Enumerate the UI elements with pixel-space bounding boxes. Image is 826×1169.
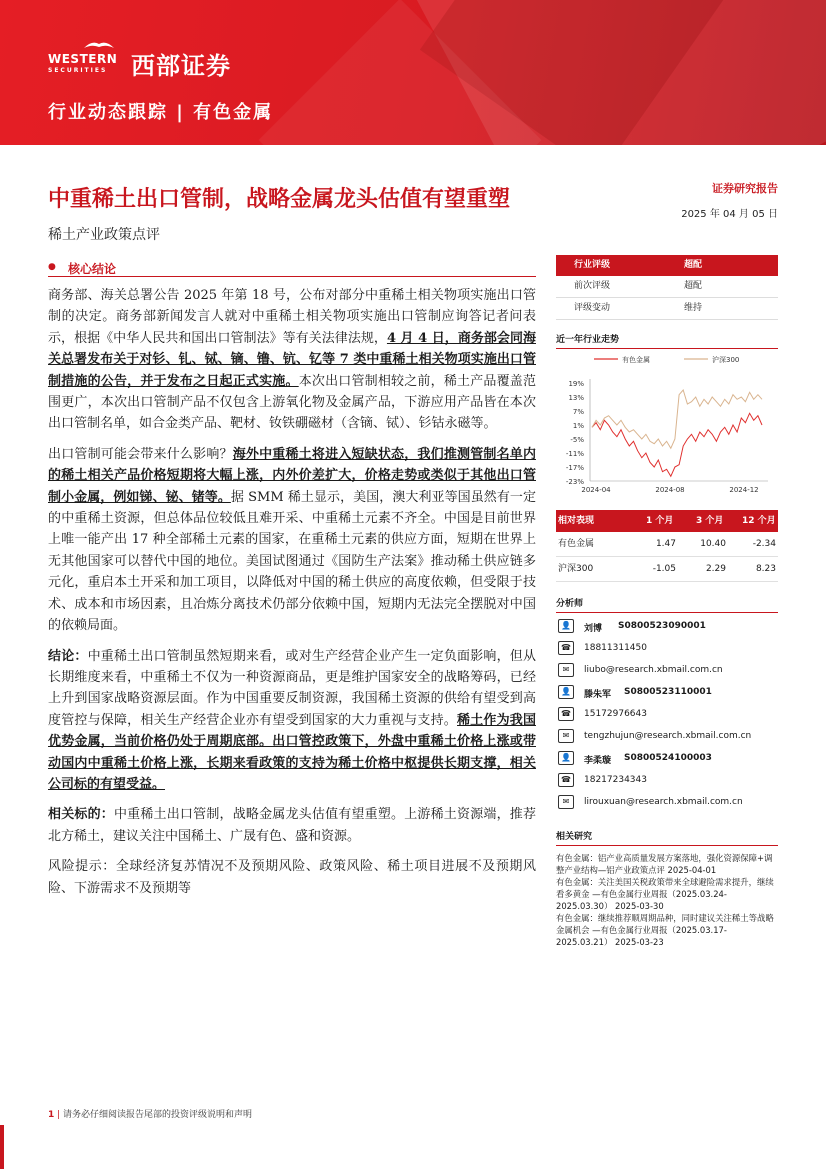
rating-header: 行业评级 超配: [556, 255, 778, 276]
x-tick-label: 2024-04: [581, 486, 611, 494]
page-number: 1: [48, 1110, 55, 1120]
y-tick-label: -11%: [565, 450, 584, 458]
footer: 1 | 请务必仔细阅读报告尾部的投资评级说明和声明: [48, 1110, 253, 1120]
performance-row: 沪深300 -1.05 2.29 8.23: [556, 557, 778, 582]
y-tick-label: -17%: [565, 464, 584, 472]
analyst-block: 👤 滕朱军 S0800523110001 ☎ 15172976643 ✉ tengzhujun@research.xbmail.com.cn: [556, 685, 778, 751]
trend-chart: [556, 349, 778, 499]
phone-icon: ☎: [558, 707, 574, 721]
y-tick-label: -5%: [570, 436, 584, 444]
y-tick-label: 13%: [568, 394, 584, 402]
list-item: 有色金属：继续推荐顺周期品种，同时建议关注稀土等战略金属机会 —有色金属行业周报（2025.03.17-2025.03.21） 2025-03-23: [556, 913, 774, 947]
rating-row: 前次评级 超配: [556, 276, 778, 298]
phone-icon: ☎: [558, 773, 574, 787]
phone-icon: ☎: [558, 641, 574, 655]
related-research-list: [556, 852, 778, 948]
sidebar: [556, 255, 778, 948]
x-tick-label: 2024-12: [729, 486, 759, 494]
legend-label: 有色金属: [622, 356, 650, 364]
logo-text-cn: 西部证券: [131, 52, 231, 80]
performance-header: 相对表现 1 个月 3 个月 12 个月: [556, 510, 778, 532]
y-tick-label: -23%: [565, 478, 584, 486]
bullet-icon: ●: [48, 262, 56, 272]
main-body: [48, 285, 536, 908]
performance-row: 有色金属 1.47 10.40 -2.34: [556, 532, 778, 557]
email-icon: ✉: [558, 729, 574, 743]
chart-section-title: 近一年行业走势: [556, 332, 778, 349]
logo-text-en: WESTERN SECURITIES: [48, 52, 118, 74]
legend-label: 沪深300: [712, 356, 740, 364]
paragraph-1: 商务部、海关总署公告 2025 年第 18 号，公布对部分中重稀土相关物项实施出口管制的决定。商务部新闻发言人就对中重稀土相关物项实施出口管制应询答记者问表示，根据《中华人民共和国出口管制法》等有关法律法规，4 月 4 日，商务部会同海关总署发布关于对钐、钆、铽、镝、镥、钪、钇等 7 类中重稀土相关物项实施出口管制措施的公告，并于发布之日起正式实施。本次出口管制相较之前，稀土产品覆盖范围更广，本次出口管制产品不仅包含上游氧化物及金属产品，下游应用产品皆在本次出口管制名单，如合金类产品、靶材、钕铁硼磁材（含镝、铽）、钐钴永磁等。: [48, 288, 536, 432]
email-icon: ✉: [558, 795, 574, 809]
person-icon: 👤: [558, 751, 574, 765]
email-icon: ✉: [558, 663, 574, 677]
header-tagline: 行业动态跟踪 | 有色金属: [48, 102, 274, 123]
paragraph-2: 出口管制可能会带来什么影响？海外中重稀土将进入短缺状态，我们推测管制名单内的稀土相关产品价格短期将大幅上涨，内外价差扩大，价格走势或类似于其他出口管制小金属，例如锑、铋、锗等。据 SMM 稀土显示，美国，澳大利亚等国虽然有一定的中重稀土资源，但总体品位较低且难开采、中重稀土元素不齐全。中国是目前世界上唯一能产出 17 种全部稀土元素的国家，在重稀土元素的供应方面，短期在世界上无其他国家可以替代中国的地位。美国试图通过《国防生产法案》推动稀土供应链多元化，重启本土开采和加工项目，以降低对中国的稀土供应的高度依赖，但受限于技术、成本和市场因素，且冶炼分离技术仍部分依赖中国，短期内无法完全摆脱对中国的依赖局面。: [48, 446, 536, 634]
report-type: 证券研究报告: [712, 182, 778, 195]
rating-row: 评级变动 维持: [556, 298, 778, 320]
risk-warning: 风险提示：全球经济复苏情况不及预期风险、政策风险、稀土项目进展不及预期风险、下游需求不及预期等: [48, 859, 536, 896]
list-item: 有色金属：关注美国关税政策带来全球避险需求提升，继续看多黄金 —有色金属行业周报（2025.03.24-2025.03.30） 2025-03-30: [556, 877, 774, 911]
series-line: [592, 413, 762, 476]
x-tick-label: 2024-08: [655, 486, 685, 494]
person-icon: 👤: [558, 619, 574, 633]
y-tick-label: 7%: [572, 408, 584, 416]
y-tick-label: 19%: [568, 380, 584, 388]
rating-table: [556, 255, 778, 320]
core-conclusion-heading: ● 核心结论: [48, 258, 536, 277]
y-tick-label: 1%: [572, 422, 584, 430]
bull-logo-icon: [84, 40, 114, 50]
analyst-block: 👤 李柔璇 S0800524100003 ☎ 18217234343 ✉ lirouxuan@research.xbmail.com.cn: [556, 751, 778, 817]
performance-table: [556, 510, 778, 582]
report-title: 中重稀土出口管制，战略金属龙头估值有望重塑: [48, 187, 511, 212]
list-item: 有色金属：铝产业高质量发展方案落地，强化资源保障+调整产业结构—铝产业政策点评 2025-04-01: [556, 853, 773, 875]
analyst-block: 👤 刘博 S0800523090001 ☎ 18811311450 ✉ liubo@research.xbmail.com.cn: [556, 619, 778, 685]
header-banner: [0, 0, 826, 145]
corner-accent: [0, 1125, 4, 1169]
paragraph-4: 相关标的：中重稀土出口管制，战略金属龙头估值有望重塑。上游稀土资源端，推荐北方稀土，建议关注中国稀土、广晟有色、盛和资源。: [48, 807, 536, 844]
paragraph-3: 结论：中重稀土出口管制虽然短期来看，或对生产经营企业产生一定负面影响，但从长期维度来看，中重稀土不仅为一种资源商品，更是维护国家安全的战略筹码，已经上升到国家战略资源层面。作为中国重要反制资源，我国稀土资源的供给有望受到高度管控与保障，相关生产经营企业亦有望受到国家的大力重视与支持。稀土作为我国优势金属，当前价格仍处于周期底部。出口管控政策下，外盘中重稀土价格上涨或带动国内中重稀土价格上涨，长期来看政策的支持为稀土价格中枢提供长期支撑，相关公司标的有望受益。: [48, 648, 536, 792]
report-date: 2025 年 04 月 05 日: [681, 209, 778, 220]
related-research-title: 相关研究: [556, 829, 778, 846]
footer-disclaimer: 请务必仔细阅读报告尾部的投资评级说明和声明: [63, 1110, 253, 1120]
analysts-title: 分析师: [556, 596, 778, 613]
report-subtitle: 稀土产业政策点评: [48, 227, 160, 243]
series-line: [592, 390, 762, 448]
person-icon: 👤: [558, 685, 574, 699]
